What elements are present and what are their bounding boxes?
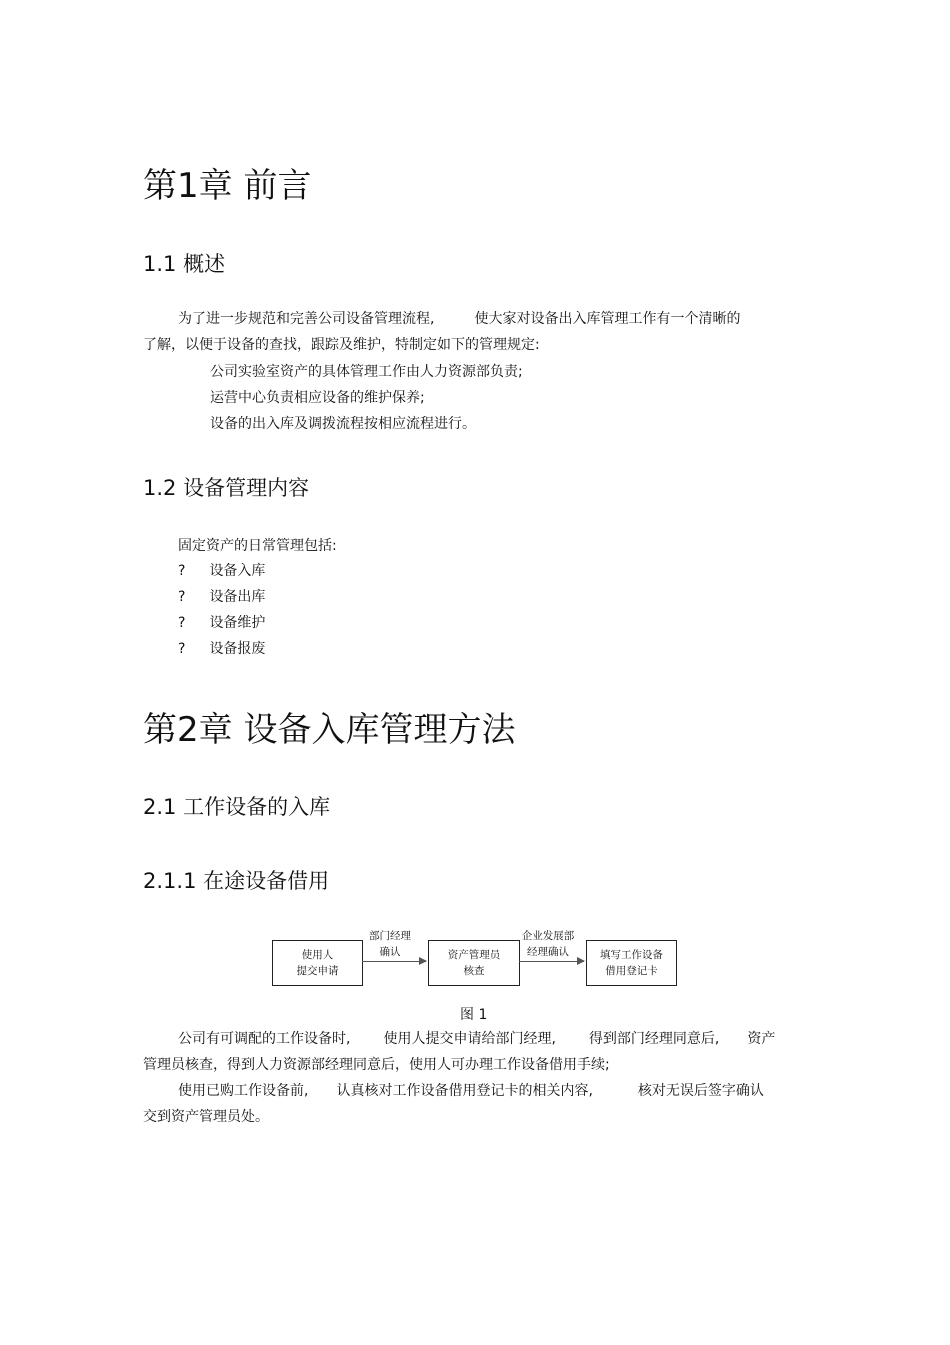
section-1-1-list <box>210 359 523 437</box>
section-1-2-title: 1.2 设备管理内容 <box>143 476 310 500</box>
figure-caption: 图 1 <box>460 1007 488 1023</box>
section-1-2-list <box>178 558 265 662</box>
bullet: ? <box>178 563 186 579</box>
para-text: 使用已购工作设备前, <box>178 1083 309 1099</box>
para-text: 使用人提交申请给部门经理, <box>383 1031 556 1047</box>
flow-box-line: 使用人 <box>301 949 334 961</box>
section-2-1-1-paragraph-2 <box>143 1078 823 1130</box>
flow-box-asset-admin <box>428 940 520 986</box>
list-item-text: 设备入库 <box>209 563 266 579</box>
list-item <box>178 558 265 584</box>
flow-label-enterprise-dev <box>518 928 578 960</box>
para-text: 交到资产管理员处。 <box>143 1109 269 1125</box>
flow-label-line: 企业发展部 <box>521 930 575 942</box>
list-item: 运营中心负责相应设备的维护保养; <box>210 390 425 406</box>
list-item <box>178 584 265 610</box>
flow-box-line: 提交申请 <box>296 965 339 977</box>
para-text: 认真核对工作设备借用登记卡的相关内容, <box>336 1083 593 1099</box>
flow-box-line: 资产管理员 <box>447 949 501 961</box>
list-item: 公司实验室资产的具体管理工作由人力资源部负责; <box>210 364 523 380</box>
para-text: 得到部门经理同意后, <box>588 1031 720 1047</box>
list-item <box>178 610 265 636</box>
flow-box-submit-request <box>272 940 363 986</box>
chapter-2-title: 第2章 设备入库管理方法 <box>143 710 516 750</box>
bullet: ? <box>178 615 186 631</box>
flow-box-line: 核查 <box>463 965 485 977</box>
flow-label-line: 经理确认 <box>527 946 569 958</box>
flow-arrow-2 <box>519 961 584 962</box>
flow-label-dept-manager <box>362 928 418 960</box>
flow-label-line: 确认 <box>379 946 401 958</box>
flow-box-line: 借用登记卡 <box>605 965 658 977</box>
flow-arrow-1 <box>362 961 426 962</box>
bullet: ? <box>178 641 186 657</box>
flow-box-line: 填写工作设备 <box>600 949 663 961</box>
para-text: 公司有可调配的工作设备时, <box>178 1031 351 1047</box>
para-text: 资产 <box>747 1031 776 1047</box>
list-item-text: 设备维护 <box>209 615 266 631</box>
section-1-2-intro: 固定资产的日常管理包括: <box>178 538 337 554</box>
flow-label-line: 部门经理 <box>369 930 411 942</box>
list-item-text: 设备报废 <box>209 641 266 657</box>
para-text: 为了进一步规范和完善公司设备管理流程, <box>178 311 435 327</box>
flow-box-fill-card <box>586 940 677 986</box>
list-item <box>178 636 265 662</box>
section-2-1-1-paragraph-1 <box>143 1026 823 1078</box>
section-1-1-title: 1.1 概述 <box>143 252 226 276</box>
section-2-1-title: 2.1 工作设备的入库 <box>143 795 331 819</box>
bullet: ? <box>178 589 186 605</box>
list-item-text: 设备出库 <box>209 589 266 605</box>
para-text: 了解，以便于设备的查找，跟踪及维护，特制定如下的管理规定: <box>143 337 540 353</box>
section-1-1-paragraph <box>143 306 823 358</box>
chapter-1-title: 第1章 前言 <box>143 166 312 206</box>
section-2-1-1-title: 2.1.1 在途设备借用 <box>143 869 330 893</box>
para-text: 管理员核查，得到人力资源部经理同意后，使用人可办理工作设备借用手续; <box>143 1057 610 1073</box>
para-text: 核对无误后签字确认 <box>637 1083 764 1099</box>
list-item: 设备的出入库及调拨流程按相应流程进行。 <box>210 416 476 432</box>
para-text: 使大家对设备出入库管理工作有一个清晰的 <box>474 311 741 327</box>
